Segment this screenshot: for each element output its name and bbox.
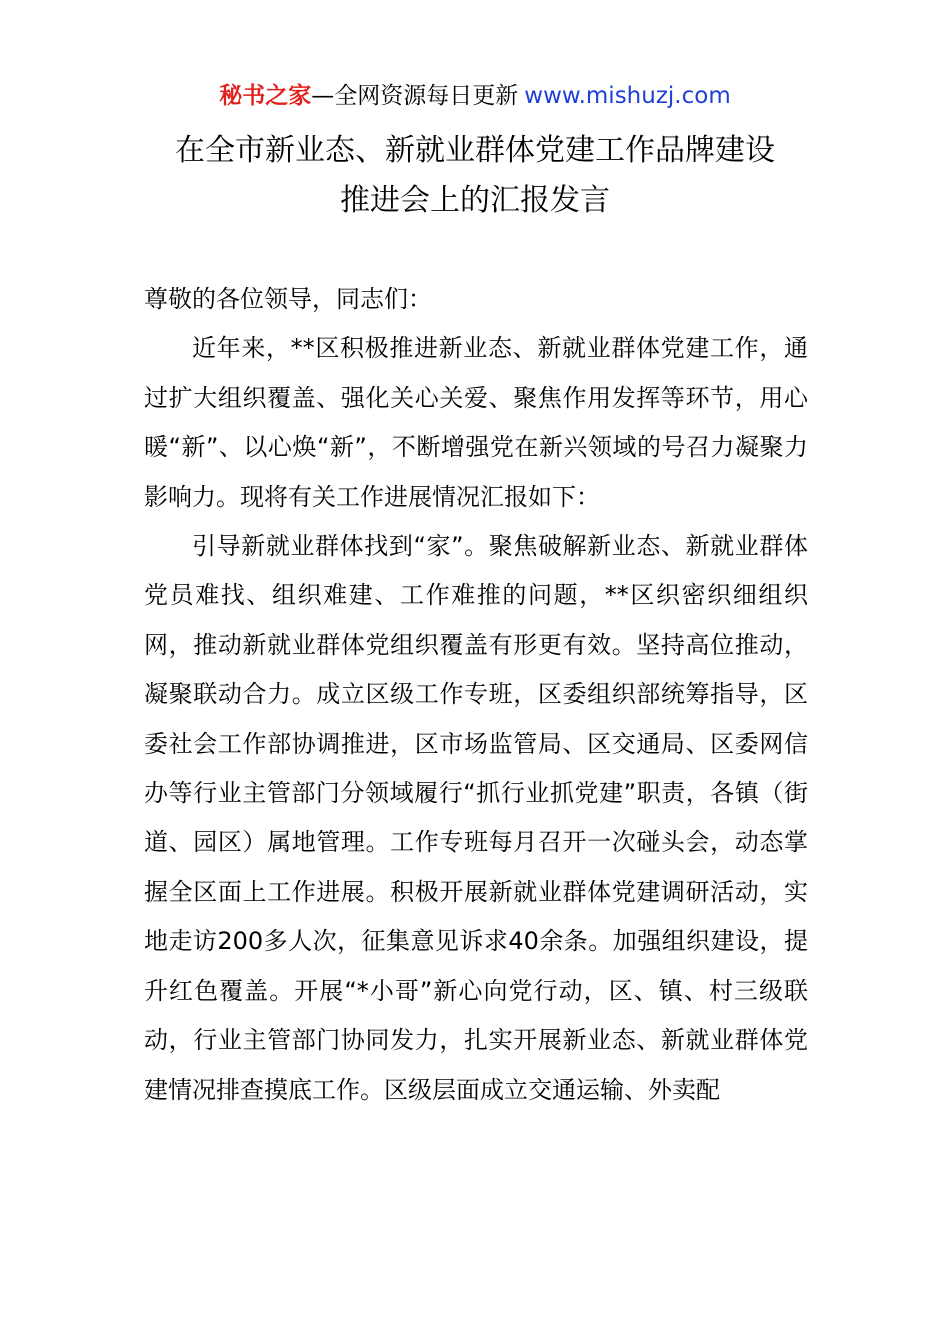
site-brand: 秘书之家: [219, 83, 312, 109]
document-title-line-2: 推进会上的汇报发言: [340, 183, 610, 218]
salutation: 尊敬的各位领导，同志们：: [144, 285, 432, 313]
document-title-line-1: 在全市新业态、新就业群体党建工作品牌建设: [175, 133, 775, 168]
site-slogan: —全网资源每日更新: [311, 83, 519, 109]
document-title: [0, 126, 950, 226]
site-url-link[interactable]: www.mishuzj.com: [524, 83, 731, 109]
paragraph-intro: 近年来，**区积极推进新业态、新就业群体党建工作，通过扩大组织覆盖、强化关心关爱、聚焦作用发挥等环节，用心暖“新”、以心焕“新”，不断增强党在新兴领域的号召力凝聚力影响力。现将有关工作进展情况汇报如下：: [144, 334, 808, 511]
site-header: [0, 80, 950, 112]
paragraph-section-1: 引导新就业群体找到“家”。聚焦破解新业态、新就业群体党员难找、组织难建、工作难推的问题，**区织密织细组织网，推动新就业群体党组织覆盖有形更有效。坚持高位推动，凝聚联动合力。成立区级工作专班，区委组织部统筹指导，区委社会工作部协调推进，区市场监管局、区交通局、区委网信办等行业主管部门分领域履行“抓行业抓党建”职责，各镇（街道、园区）属地管理。工作专班每月召开一次碰头会，动态掌握全区面上工作进展。积极开展新就业群体党建调研活动，实地走访200多人次，征集意见诉求40余条。加强组织建设，提升红色覆盖。开展“*小哥”新心向党行动，区、镇、村三级联动，行业主管部门协同发力，扎实开展新业态、新就业群体党建情况排查摸底工作。区级层面成立交通运输、外卖配: [144, 532, 808, 1104]
document-body: [144, 275, 808, 1115]
